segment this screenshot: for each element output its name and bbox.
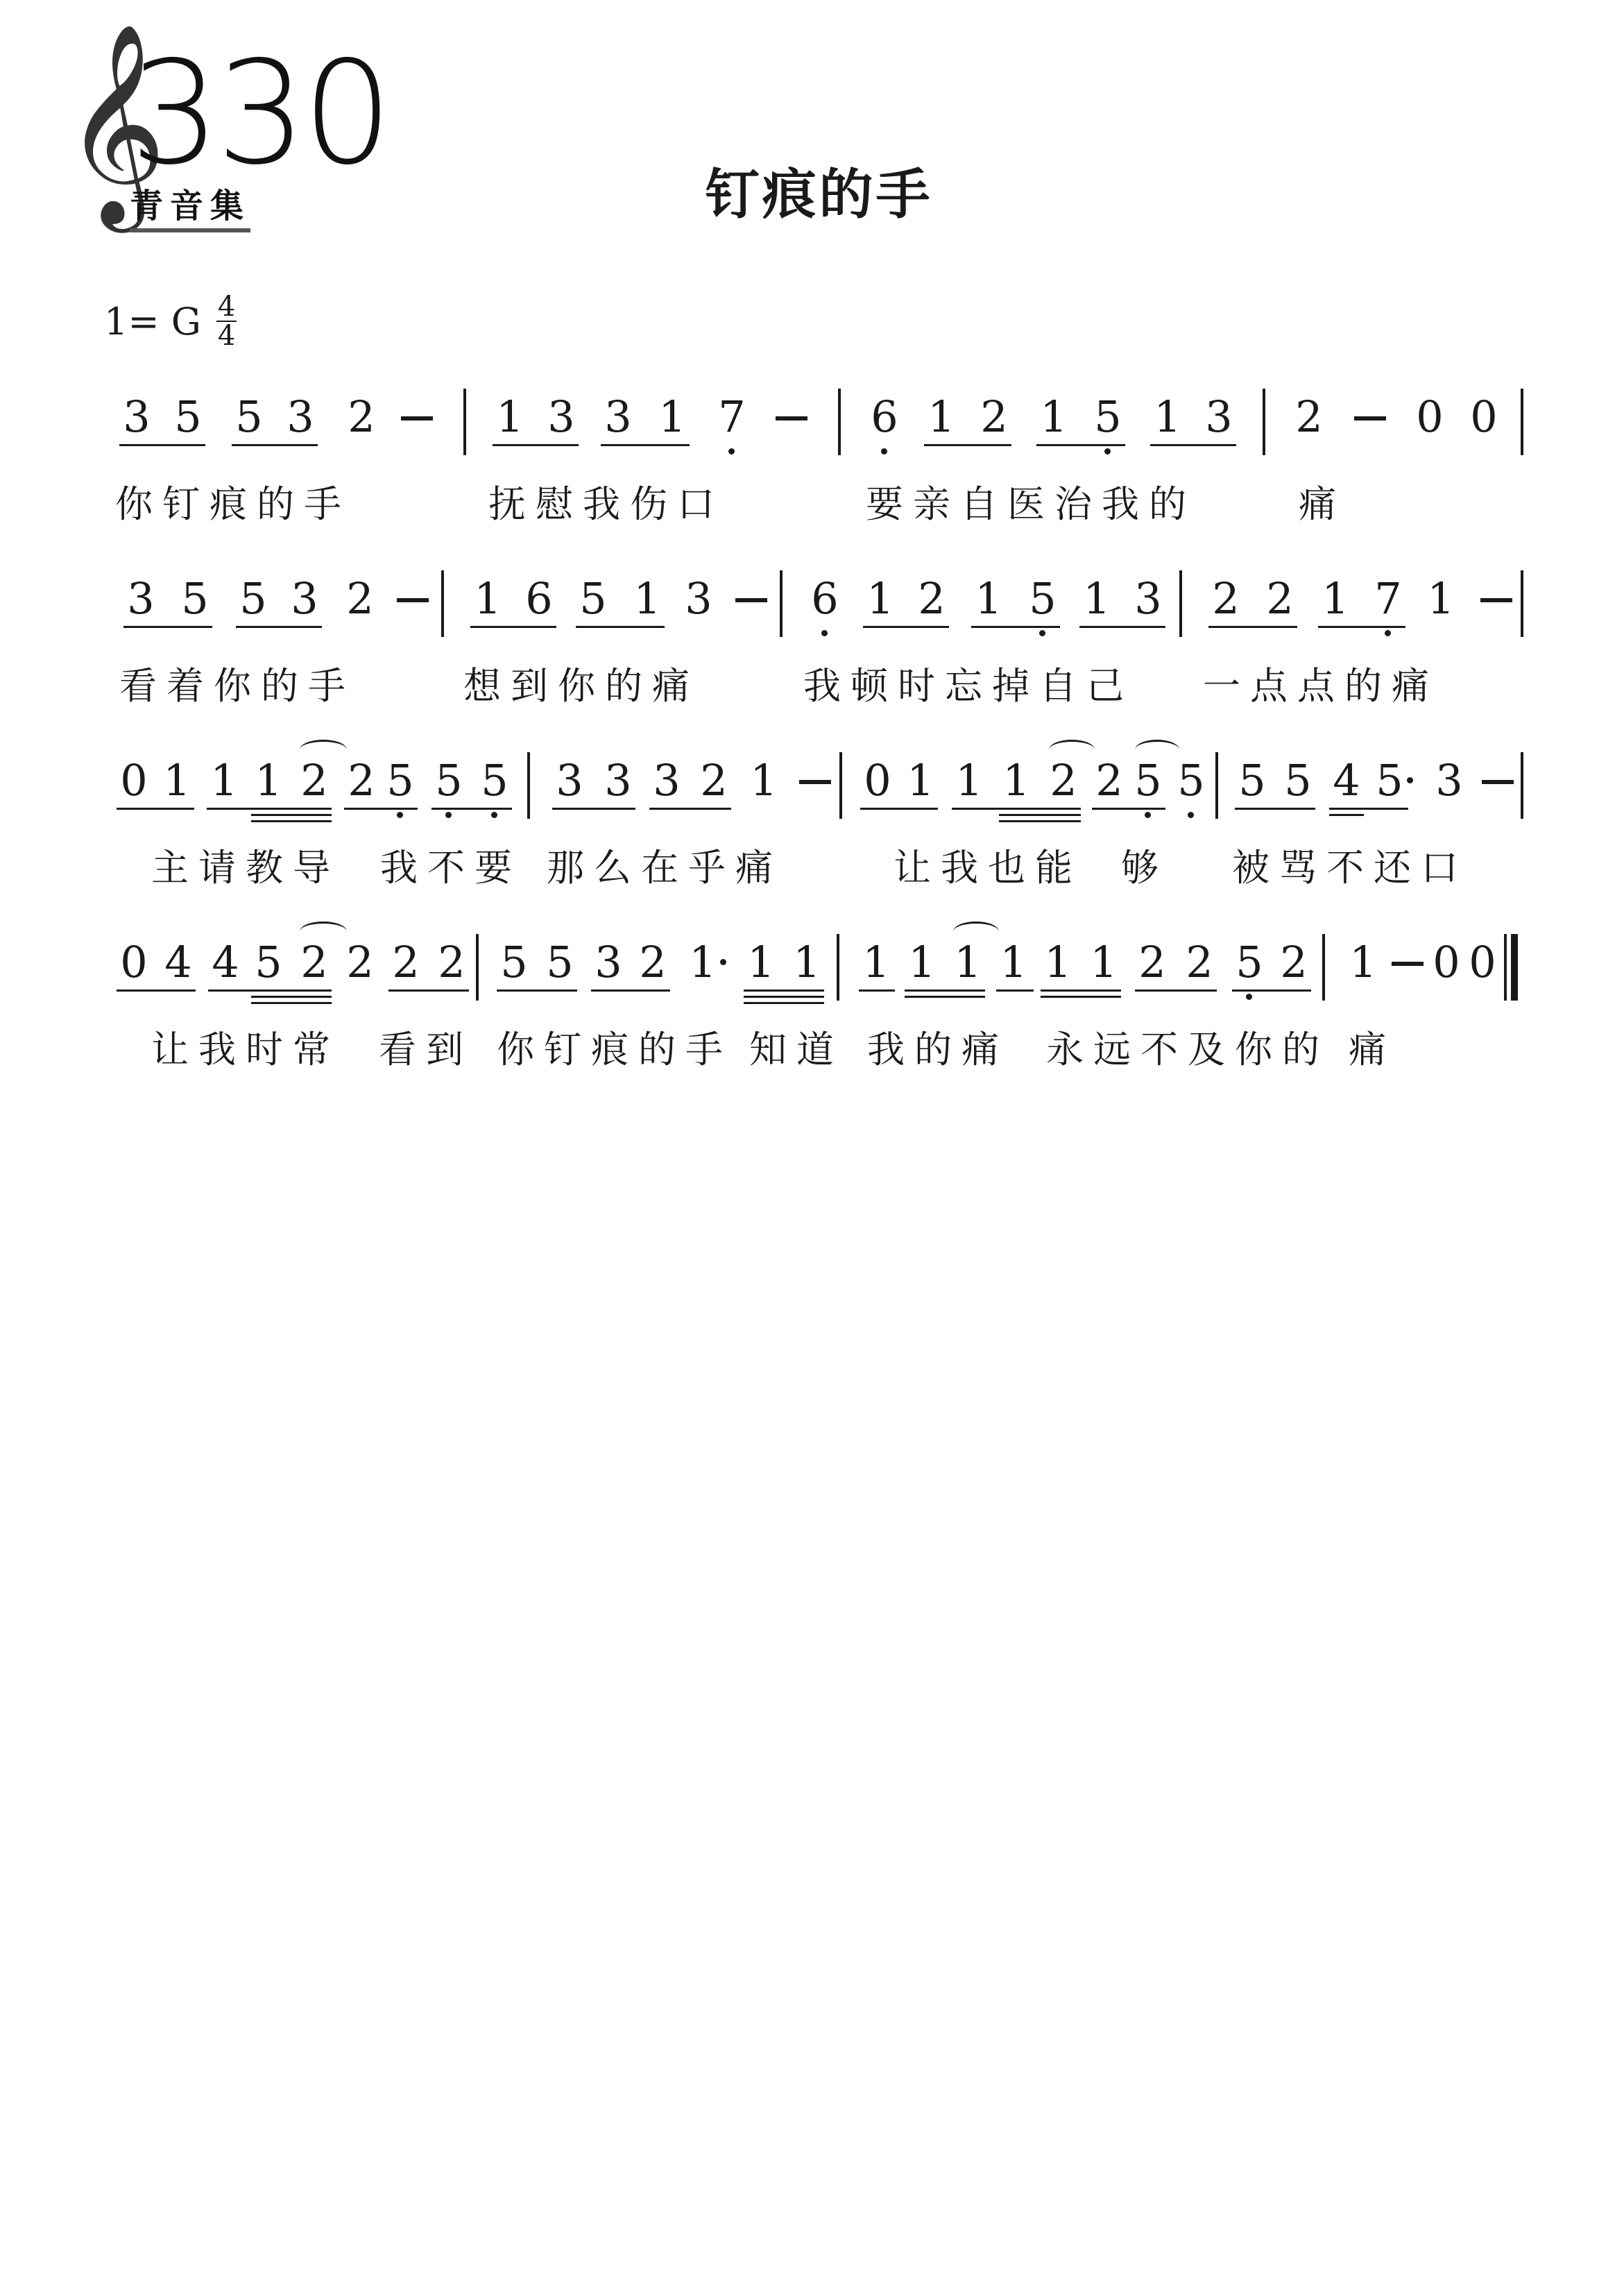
rest-dash — [1354, 416, 1386, 420]
note: 3 — [604, 391, 632, 442]
beam-underline — [1235, 808, 1315, 810]
beam-underline — [999, 820, 1081, 822]
beam-underline — [344, 808, 418, 810]
note: 0 — [1469, 937, 1496, 987]
note: 2 — [1186, 937, 1213, 987]
note: 1 — [1090, 937, 1118, 987]
note: 7 — [1374, 573, 1402, 624]
beam-underline — [1092, 808, 1165, 810]
note: 4 — [212, 937, 239, 987]
lyric-group: 那么在乎痛 — [547, 846, 783, 890]
song-title: 钉痕的手 — [705, 164, 933, 226]
note: 3 — [1134, 573, 1162, 624]
beam-underline — [1318, 626, 1405, 628]
lyric-group: 主请教导 — [151, 846, 340, 890]
note: 5 — [546, 937, 574, 987]
note: 2 — [300, 937, 328, 987]
note: 2 — [1050, 755, 1077, 806]
barline — [1521, 752, 1523, 819]
note: 3 — [123, 391, 151, 442]
note: 2 — [392, 937, 420, 987]
note: 3 — [556, 755, 583, 806]
beam-underline — [744, 996, 824, 998]
beam-underline — [649, 808, 731, 810]
beam-underline — [1208, 626, 1297, 628]
note: 0 — [120, 937, 148, 987]
note: 7 — [718, 391, 746, 442]
note: 1 — [928, 391, 955, 442]
beam-underline — [431, 808, 512, 810]
notes-row-1 — [0, 389, 1624, 465]
beam-underline — [497, 989, 577, 992]
note: 1 — [862, 937, 890, 987]
lyrics-row-1 — [0, 475, 1624, 526]
beam-underline — [999, 814, 1081, 816]
note: 1 — [1040, 391, 1068, 442]
note: 3 — [287, 391, 314, 442]
note: 1 — [658, 391, 686, 442]
rest-dash — [397, 598, 429, 602]
lyric-group: 知道 — [749, 1028, 844, 1071]
score-row-4 — [0, 934, 1624, 1073]
note: 1 — [163, 755, 191, 806]
logo-subtitle: 青音集 — [130, 179, 250, 232]
beam-underline — [117, 808, 194, 810]
note: 2 — [346, 573, 374, 624]
beam-underline — [744, 989, 824, 992]
note: 1 — [1427, 573, 1455, 624]
lyric-group: 抚慰我伤口 — [488, 482, 724, 526]
lyrics-row-4 — [0, 1020, 1624, 1069]
beam-underline — [996, 989, 1034, 992]
beam-underline — [863, 626, 949, 628]
beam-underline — [493, 444, 579, 446]
note: 2 — [639, 937, 667, 987]
barline — [839, 752, 842, 819]
note: 2 — [1280, 937, 1308, 987]
note: 3 — [604, 755, 632, 806]
note: 1 — [210, 755, 238, 806]
note: 3 — [547, 391, 575, 442]
note: 5 — [239, 573, 267, 624]
lyric-group: 看到 — [379, 1028, 473, 1071]
note: 2 — [980, 391, 1008, 442]
lyric-group: 看着你的手 — [119, 664, 355, 708]
note: 0 — [1470, 391, 1498, 442]
beam-underline — [905, 989, 985, 992]
rest-dash — [1392, 962, 1424, 966]
note: 1 — [907, 755, 934, 806]
barline — [1504, 934, 1507, 1001]
lyrics-row-2 — [0, 656, 1624, 708]
barline — [1322, 934, 1325, 1001]
beam-underline — [123, 626, 212, 628]
note: 1 — [793, 937, 821, 987]
beam-underline — [1329, 814, 1364, 816]
note: 1 — [496, 391, 524, 442]
note: 3 — [1205, 391, 1233, 442]
beam-underline — [905, 996, 985, 998]
note: 2 — [700, 755, 728, 806]
beam-underline — [1232, 989, 1311, 992]
augmentation-dot — [720, 959, 726, 965]
beam-underline — [208, 989, 332, 992]
score-row-1 — [0, 389, 1624, 527]
beam-underline — [1041, 989, 1121, 992]
note: 5 — [386, 755, 414, 806]
beam-underline — [251, 820, 332, 822]
final-barline — [1511, 934, 1518, 1001]
note: 3 — [653, 755, 681, 806]
note: 1 — [255, 755, 282, 806]
note: 6 — [811, 573, 839, 624]
low-octave-dot — [445, 812, 452, 818]
beam-underline — [859, 989, 895, 992]
lyric-group: 我顿时忘掉自己 — [803, 664, 1134, 708]
note: 2 — [348, 755, 375, 806]
barline — [838, 389, 841, 455]
note: 2 — [1266, 573, 1294, 624]
barline — [1263, 389, 1265, 455]
lyric-group: 痛 — [1349, 1028, 1396, 1071]
tie-arc — [953, 921, 999, 942]
note: 1 — [1002, 755, 1030, 806]
notes-row-3 — [0, 752, 1624, 829]
rest-dash — [401, 416, 433, 420]
beam-underline — [860, 808, 938, 810]
beam-underline — [552, 808, 635, 810]
note: 1 — [954, 937, 982, 987]
note: 5 — [1376, 755, 1403, 806]
beam-underline — [1135, 989, 1217, 992]
note: 1 — [1349, 937, 1377, 987]
barline — [837, 934, 839, 1001]
note: 2 — [1295, 391, 1323, 442]
low-octave-dot — [881, 448, 887, 454]
low-octave-dot — [1145, 812, 1151, 818]
beam-underline — [232, 444, 318, 446]
score-row-3 — [0, 752, 1624, 891]
beam-underline — [117, 989, 196, 992]
note: 1 — [955, 755, 983, 806]
beam-underline — [207, 808, 332, 810]
note: 5 — [1284, 755, 1312, 806]
lyric-group: 想到你的痛 — [463, 664, 699, 708]
notes-row-4 — [0, 934, 1624, 1010]
low-octave-dot — [1246, 994, 1252, 1000]
lyric-group: 让我也能 — [894, 846, 1082, 890]
barline — [476, 934, 479, 1001]
note: 3 — [127, 573, 155, 624]
note: 1 — [1044, 937, 1072, 987]
note: 6 — [525, 573, 553, 624]
note: 1 — [633, 573, 661, 624]
note: 0 — [1416, 391, 1444, 442]
beam-underline — [251, 1002, 332, 1004]
tie-arc — [300, 921, 347, 942]
low-octave-dot — [1385, 630, 1391, 636]
treble-clef-icon: 𝄞 — [64, 22, 166, 223]
lyric-group: 你钉痕的手 — [497, 1028, 733, 1071]
note: 1 — [1322, 573, 1349, 624]
note: 5 — [1134, 755, 1162, 806]
barline — [1179, 570, 1182, 637]
key-signature — [104, 293, 237, 350]
note: 0 — [120, 755, 148, 806]
beam-underline — [236, 626, 322, 628]
note: 3 — [685, 573, 712, 624]
rest-dash — [799, 780, 831, 784]
low-octave-dot — [821, 630, 828, 636]
note: 5 — [1094, 391, 1122, 442]
time-top: 4 — [217, 291, 236, 323]
time-bottom: 4 — [217, 320, 236, 352]
beam-underline — [388, 989, 469, 992]
low-octave-dot — [491, 812, 497, 818]
beam-underline — [1329, 808, 1408, 810]
note: 5 — [579, 573, 607, 624]
lyrics-row-3 — [0, 838, 1624, 890]
note: 5 — [181, 573, 209, 624]
note: 5 — [435, 755, 463, 806]
logo-number: 330 — [130, 31, 389, 196]
lyric-group: 要亲自医治我的 — [866, 482, 1196, 526]
beam-underline — [601, 444, 690, 446]
note: 2 — [346, 937, 374, 987]
low-octave-dot — [1104, 448, 1111, 454]
note: 1 — [1083, 573, 1111, 624]
note: 1 — [866, 573, 894, 624]
low-octave-dot — [397, 812, 403, 818]
beam-underline — [591, 989, 670, 992]
note: 5 — [481, 755, 508, 806]
note: 5 — [235, 391, 263, 442]
beam-underline — [952, 808, 1081, 810]
note: 2 — [1212, 573, 1240, 624]
note: 2 — [300, 755, 328, 806]
note: 1 — [689, 937, 717, 987]
lyric-group: 一点点的痛 — [1203, 664, 1439, 708]
note: 4 — [1333, 755, 1360, 806]
low-octave-dot — [1039, 630, 1045, 636]
lyric-group: 你钉痕的手 — [115, 482, 351, 526]
notes-row-2 — [0, 570, 1624, 647]
time-signature — [216, 293, 237, 350]
note: 1 — [1154, 391, 1181, 442]
note: 5 — [1236, 937, 1263, 987]
note: 2 — [438, 937, 465, 987]
note: 5 — [1177, 755, 1205, 806]
beam-underline — [470, 626, 556, 628]
lyric-group: 被骂不还口 — [1232, 846, 1468, 890]
note: 3 — [1435, 755, 1463, 806]
note: 3 — [291, 573, 318, 624]
barline — [463, 389, 466, 455]
augmentation-dot — [1407, 777, 1413, 783]
note: 3 — [595, 937, 622, 987]
lyric-group: 让我时常 — [151, 1028, 340, 1071]
note: 1 — [750, 755, 778, 806]
beam-underline — [119, 444, 205, 446]
rest-dash — [1482, 780, 1514, 784]
beam-underline — [924, 444, 1011, 446]
note: 6 — [871, 391, 898, 442]
note: 0 — [1433, 937, 1460, 987]
beam-underline — [576, 626, 665, 628]
note: 2 — [348, 391, 375, 442]
beam-underline — [744, 1002, 824, 1004]
note: 1 — [474, 573, 502, 624]
tie-arc — [1049, 740, 1095, 760]
note: 1 — [1000, 937, 1027, 987]
lyric-group: 我的痛 — [867, 1028, 1009, 1071]
note: 0 — [864, 755, 891, 806]
beam-underline — [1041, 996, 1121, 998]
note: 5 — [1238, 755, 1266, 806]
barline — [1521, 570, 1523, 637]
barline — [780, 570, 783, 637]
barline — [1215, 752, 1218, 819]
beam-underline — [251, 996, 332, 998]
note: 1 — [908, 937, 936, 987]
lyric-group: 永远不及你的 — [1046, 1028, 1329, 1071]
note: 5 — [255, 937, 282, 987]
note: 5 — [1029, 573, 1057, 624]
beam-underline — [251, 814, 332, 816]
note: 4 — [164, 937, 192, 987]
note: 2 — [1095, 755, 1123, 806]
rest-dash — [1480, 598, 1512, 602]
rest-dash — [735, 598, 767, 602]
note: 2 — [918, 573, 946, 624]
note: 1 — [975, 573, 1002, 624]
tie-arc — [300, 740, 347, 760]
barline — [1521, 389, 1523, 455]
barline — [441, 570, 444, 637]
note: 5 — [500, 937, 528, 987]
key-label: 1= G — [104, 299, 201, 343]
lyric-group: 够 — [1121, 846, 1168, 890]
lyric-group: 我不要 — [380, 846, 522, 890]
beam-underline — [1036, 444, 1125, 446]
note: 2 — [1138, 937, 1166, 987]
beam-underline — [1150, 444, 1236, 446]
low-octave-dot — [728, 448, 735, 454]
note: 5 — [174, 391, 202, 442]
note: 1 — [747, 937, 775, 987]
low-octave-dot — [1188, 812, 1194, 818]
beam-underline — [971, 626, 1060, 628]
rest-dash — [776, 416, 807, 420]
barline — [527, 752, 530, 819]
lyric-group: 痛 — [1299, 482, 1346, 526]
score-row-2 — [0, 570, 1624, 709]
tie-arc — [1135, 740, 1179, 760]
beam-underline — [1079, 626, 1165, 628]
